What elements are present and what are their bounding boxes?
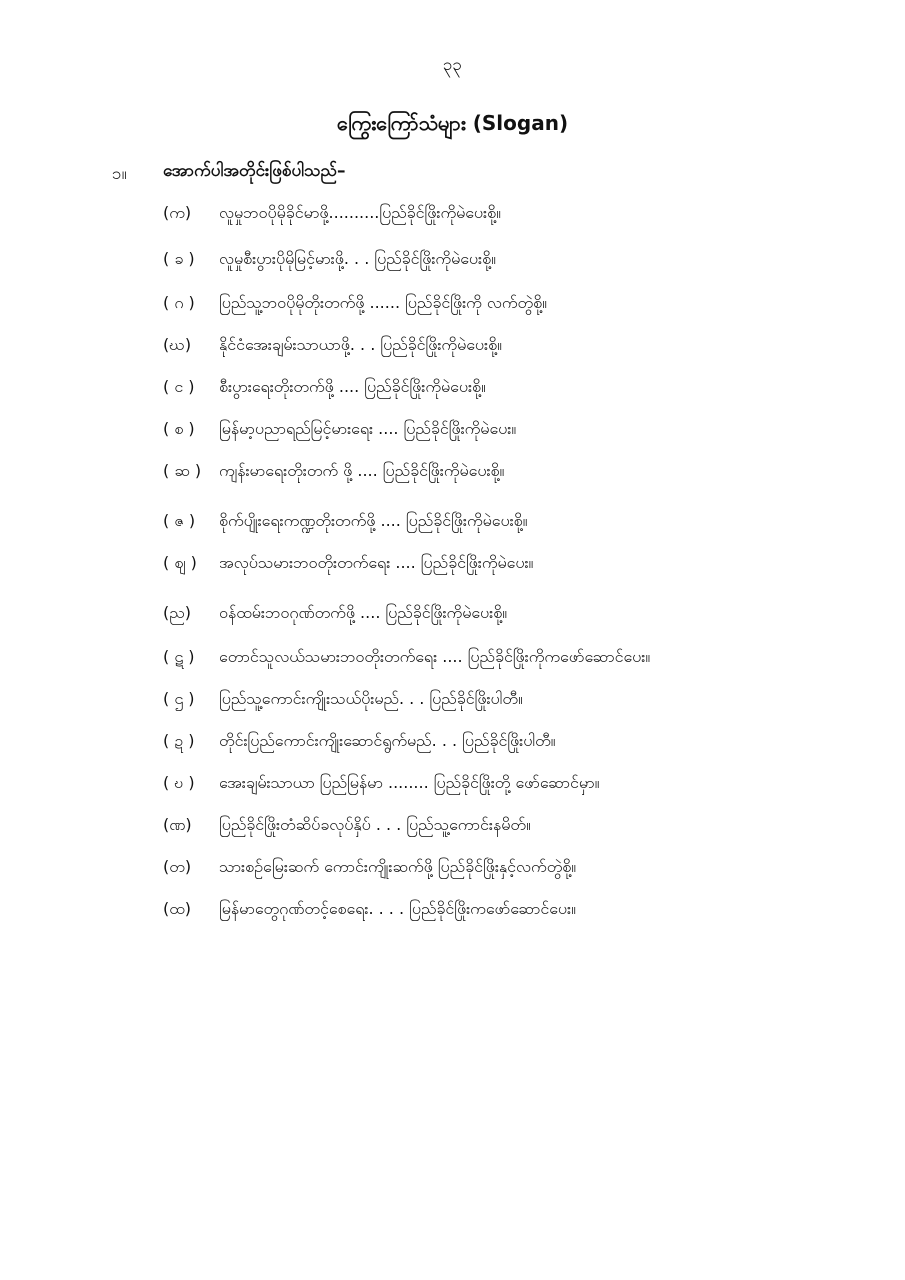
slogan-text: သားစဉ်မြေးဆက် ကောင်းကျိုးဆက်ဖို့ ပြည်ခိုင်ဖြိုးနှင့်လက်တွဲစို့။ — [219, 857, 577, 876]
slogan-text: မြန်မာတွေဂုဏ်တင့်စေရေး. . . . ပြည်ခိုင်ဖြိုးကဖော်ဆောင်ပေး။ — [219, 899, 576, 918]
slogan-text: စိုက်ပျိုးရေးကဏ္ဍတိုးတက်ဖို့ .... ပြည်ခိုင်ဖြိုးကိုမဲပေးစို့။ — [219, 511, 528, 530]
slogan-text: လူမှုဘဝပိုမိုခိုင်မာဖို့..........ပြည်ခိုင်ဖြိုးကိုမဲပေးစို့။ — [219, 203, 501, 222]
slogan-text: ဝန်ထမ်းဘဝဂုဏ်တက်ဖို့ .... ပြည်ခိုင်ဖြိုးကိုမဲပေးစို့။ — [219, 603, 508, 622]
slogan-marker: ( င ) — [163, 377, 195, 396]
slogan-text: တောင်သူလယ်သမားဘဝတိုးတက်ရေး .... ပြည်ခိုင်ဖြိုးကိုကဖော်ဆောင်ပေး။ — [219, 647, 651, 666]
slogan-text: ပြည်ခိုင်ဖြိုးတံဆိပ်ခလုပ်နှိပ် . . . ပြည်သူ့ကောင်းနမိတ်။ — [219, 815, 531, 834]
slogan-text: တိုင်းပြည်ကောင်းကျိုးဆောင်ရွက်မည်. . . ပြည်ခိုင်ဖြိုးပါတီ။ — [219, 731, 556, 750]
slogan-marker: (က) — [163, 203, 192, 222]
slogan-text: ပြည်သူ့ဘဝပိုမိုတိုးတက်ဖို့ ...... ပြည်ခိုင်ဖြိုးကို လက်တွဲစို့။ — [219, 293, 547, 312]
slogan-text: ကျန်းမာရေးတိုးတက် ဖို့ .... ပြည်ခိုင်ဖြိုးကိုမဲပေးစို့။ — [219, 461, 505, 480]
slogan-marker: ( ဂ ) — [163, 293, 195, 312]
section-number: ၁။ — [112, 164, 127, 184]
slogan-text: အလုပ်သမားဘဝတိုးတက်ရေး .... ပြည်ခိုင်ဖြိုးကိုမဲပေး။ — [219, 553, 534, 572]
slogan-marker: ( ခ ) — [163, 249, 195, 268]
slogan-text: နိုင်ငံအေးချမ်းသာယာဖို့. . . ပြည်ခိုင်ဖြိုးကိုမဲပေးစို့။ — [219, 335, 502, 354]
slogan-marker: (ည) — [163, 603, 191, 622]
slogan-marker: ( ဋ ) — [163, 647, 195, 666]
slogan-marker: (ထ) — [163, 899, 191, 918]
slogan-text: မြန်မာ့ပညာရည်မြင့်မားရေး .... ပြည်ခိုင်ဖြိုးကိုမဲပေး။ — [219, 419, 517, 438]
page-number: ၃၃ — [442, 55, 463, 75]
slogan-marker: ( ဎ ) — [163, 773, 195, 792]
slogan-marker: ( စ ) — [163, 419, 195, 438]
page-title: ကြွေးကြော်သံများ (Slogan) — [336, 111, 569, 135]
slogan-text: စီးပွားရေးတိုးတက်ဖို့ .... ပြည်ခိုင်ဖြိုးကိုမဲပေးစို့။ — [219, 377, 486, 396]
slogan-marker: ( ဈ ) — [163, 553, 197, 572]
slogan-text: ပြည်သူ့ကောင်းကျိုးသယ်ပိုးမည်. . . ပြည်ခိုင်ဖြိုးပါတီ။ — [219, 689, 523, 708]
slogan-marker: ( ဌ ) — [163, 689, 195, 708]
slogan-marker: ( ဍ ) — [163, 731, 195, 750]
slogan-marker: (ဏ) — [163, 815, 192, 834]
slogan-marker: (တ) — [163, 857, 192, 876]
slogan-marker: ( ဇ ) — [163, 511, 196, 530]
slogan-marker: (ဃ) — [163, 335, 192, 354]
section-heading: အောက်ပါအတိုင်းဖြစ်ပါသည်– — [163, 161, 346, 181]
slogan-text: အေးချမ်းသာယာ ပြည်မြန်မာ ........ ပြည်ခိုင်ဖြိုးတို့ ဖော်ဆောင်မှာ။ — [219, 773, 600, 792]
slogan-text: လူမှုစီးပွားပိုမိုမြင့်မားဖို့. . . ပြည်ခိုင်ဖြိုးကိုမဲပေးစို့။ — [219, 249, 496, 268]
slogan-marker: ( ဆ ) — [163, 461, 202, 480]
